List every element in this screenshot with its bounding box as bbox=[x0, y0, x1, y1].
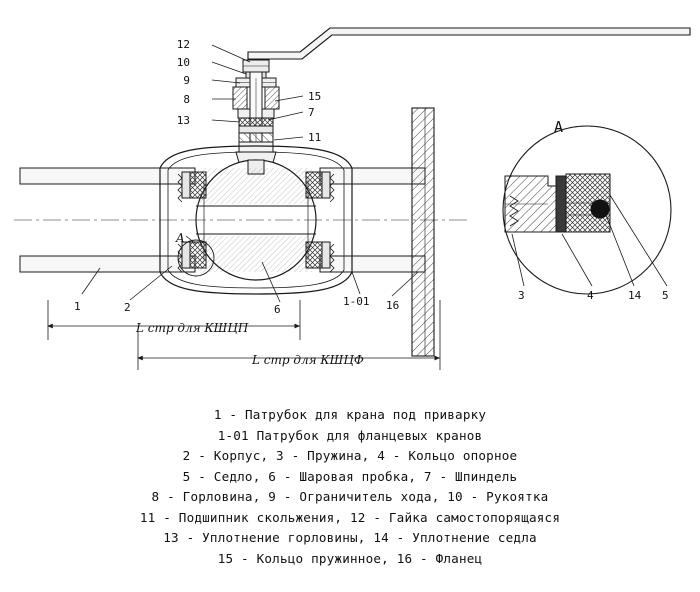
legend-line: 5 - Седло, 6 - Шаровая пробка, 7 - Шпиндель bbox=[182, 468, 518, 484]
legend-line: 11 - Подшипник скольжения, 12 - Гайка самостопорящаяся bbox=[139, 509, 561, 525]
detail-callout-3: 3 bbox=[518, 289, 525, 302]
detail-callout-14: 14 bbox=[628, 289, 642, 302]
detail-callout-4: 4 bbox=[587, 289, 594, 302]
callout-10: 10 bbox=[176, 56, 190, 69]
legend-line: 13 - Уплотнение горловины, 14 - Уплотнение седла bbox=[163, 530, 537, 545]
callout-1: 1 bbox=[74, 300, 81, 313]
callout-9: 9 bbox=[183, 74, 190, 87]
callout-16: 16 bbox=[386, 299, 400, 312]
detail-view-a bbox=[503, 126, 671, 294]
callout-6: 6 bbox=[274, 303, 281, 316]
drawing-geometry bbox=[14, 28, 690, 370]
detail-callout-5: 5 bbox=[662, 289, 669, 302]
callout-15: 15 bbox=[308, 90, 322, 103]
detail-view-title-a: A bbox=[554, 118, 564, 136]
legend-line: 1 - Патрубок для крана под приварку bbox=[213, 407, 487, 422]
callout-11: 11 bbox=[308, 131, 322, 144]
callout-1-01: 1-01 bbox=[343, 295, 370, 308]
dimension-label-ksctp: L стр для КШЦП bbox=[136, 321, 249, 335]
legend-line: 8 - Горловина, 9 - Ограничитель хода, 10 - Рукоятка bbox=[151, 489, 549, 504]
parts-legend bbox=[0, 405, 700, 569]
legend-line: 1-01 Патрубок для фланцевых кранов bbox=[217, 427, 483, 443]
callout-12: 12 bbox=[176, 38, 190, 51]
callout-2: 2 bbox=[124, 301, 131, 314]
callout-8: 8 bbox=[183, 93, 190, 106]
legend-line: 2 - Корпус, 3 - Пружина, 4 - Кольцо опорное bbox=[182, 448, 518, 463]
legend-line: 15 - Кольцо пружинное, 16 - Фланец bbox=[217, 550, 483, 566]
callout-13: 13 bbox=[176, 114, 190, 127]
detail-callout-a: A bbox=[176, 231, 185, 245]
handle-lever bbox=[248, 28, 690, 59]
flange bbox=[412, 108, 434, 356]
callout-7: 7 bbox=[308, 106, 315, 119]
dimension-label-ksctf: L стр для КШЦФ bbox=[252, 353, 364, 367]
dimension-lines bbox=[48, 300, 440, 370]
